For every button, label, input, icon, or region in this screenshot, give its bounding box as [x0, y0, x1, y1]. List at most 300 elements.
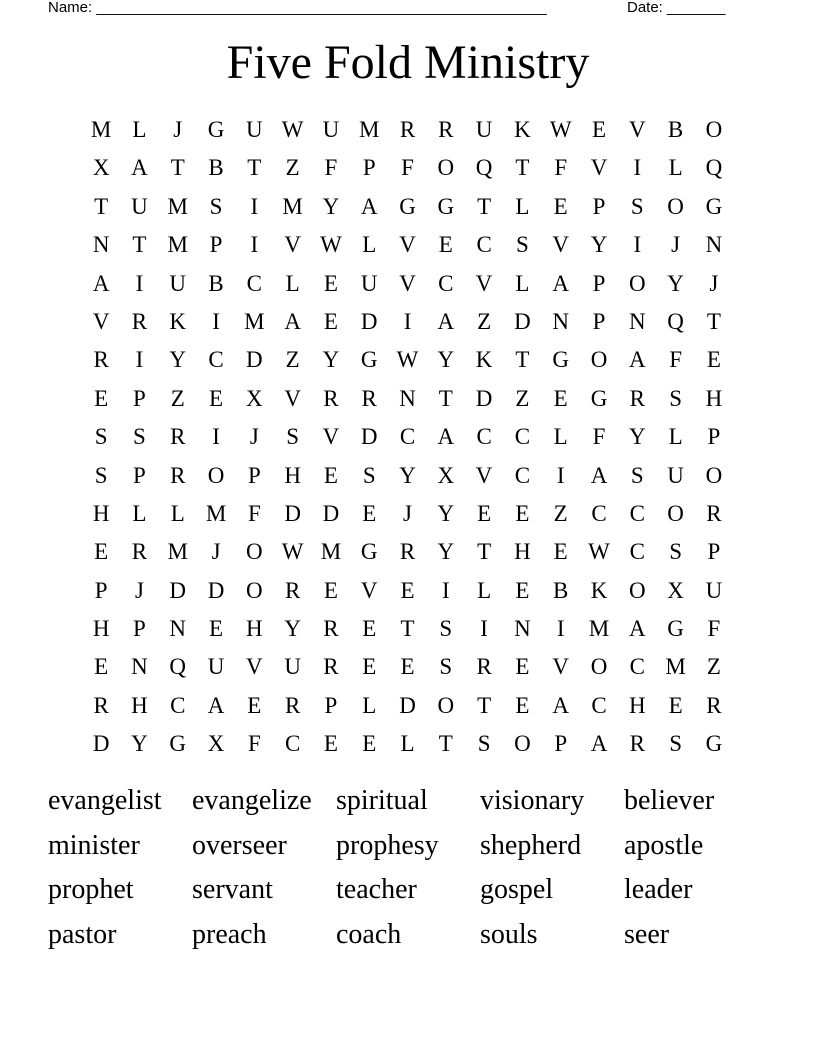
- grid-cell: Y: [399, 462, 416, 488]
- grid-cell: E: [400, 577, 415, 603]
- grid-cell: M: [359, 117, 380, 142]
- grid-cell: I: [556, 462, 565, 488]
- grid-cell: B: [208, 270, 224, 296]
- grid-cell: B: [208, 155, 224, 181]
- grid-cell: N: [92, 232, 110, 258]
- grid-cell: E: [515, 500, 530, 526]
- grid-cell: N: [399, 385, 416, 411]
- grid-cell: Z: [170, 385, 185, 411]
- grid-cell: V: [399, 232, 416, 258]
- grid-cell: V: [360, 577, 378, 603]
- grid-cell: S: [209, 193, 223, 219]
- word-list-item: visionary: [480, 785, 585, 816]
- grid-cell: E: [553, 193, 568, 219]
- grid-cell: I: [403, 308, 412, 334]
- grid-cell: E: [668, 692, 683, 718]
- grid-cell: N: [131, 654, 148, 680]
- grid-cell: G: [705, 193, 723, 219]
- grid-cell: R: [93, 347, 109, 373]
- grid-cell: V: [475, 462, 493, 488]
- grid-cell: U: [169, 270, 187, 296]
- grid-cell: V: [322, 424, 340, 450]
- grid-cell: M: [665, 654, 686, 680]
- grid-cell: D: [360, 308, 378, 334]
- grid-cell: R: [323, 385, 339, 411]
- grid-cell: M: [167, 539, 188, 565]
- word-list-item: prophet: [48, 874, 134, 906]
- grid-cell: V: [399, 270, 416, 296]
- grid-cell: R: [361, 385, 377, 411]
- grid-cell: Y: [169, 347, 187, 373]
- grid-cell: X: [246, 385, 263, 411]
- grid-cell: Q: [667, 308, 684, 334]
- grid-cell: A: [552, 692, 570, 718]
- word-list-item: evangelize: [192, 785, 312, 816]
- page-title: Five Fold Ministry: [226, 36, 590, 89]
- grid-cell: Y: [284, 616, 301, 642]
- grid-cell: H: [92, 500, 110, 526]
- grid-cell: L: [515, 270, 530, 296]
- grid-cell: U: [475, 117, 493, 142]
- grid-cell: N: [514, 616, 531, 642]
- grid-cell: P: [592, 270, 606, 296]
- grid-cell: O: [514, 731, 531, 757]
- grid-cell: G: [207, 117, 225, 142]
- grid-cell: X: [207, 731, 225, 757]
- grid-cell: D: [246, 347, 263, 373]
- grid-cell: F: [592, 424, 606, 450]
- grid-cell: Z: [477, 308, 492, 334]
- grid-cell: V: [284, 385, 301, 411]
- grid-cell: A: [628, 616, 646, 642]
- grid-cell: O: [246, 539, 263, 565]
- word-list-item: coach: [336, 919, 402, 951]
- grid-cell: V: [628, 117, 646, 142]
- grid-cell: A: [437, 308, 455, 334]
- grid-cell: R: [629, 385, 645, 411]
- grid-cell: R: [284, 577, 301, 603]
- grid-cell: C: [629, 654, 645, 680]
- word-list-item: shepherd: [480, 829, 582, 861]
- grid-cell: S: [286, 424, 300, 450]
- grid-cell: Y: [322, 347, 340, 373]
- grid-cell: D: [284, 500, 301, 526]
- grid-cell: R: [284, 692, 301, 718]
- grid-cell: R: [706, 692, 722, 718]
- grid-cell: A: [360, 193, 378, 219]
- grid-cell: U: [246, 117, 263, 142]
- grid-cell: D: [207, 577, 225, 603]
- grid-cell: T: [477, 539, 492, 565]
- grid-cell: D: [399, 692, 416, 718]
- grid-cell: T: [247, 155, 262, 181]
- grid-cell: E: [94, 385, 109, 411]
- grid-cell: E: [553, 539, 568, 565]
- grid-cell: C: [170, 692, 186, 718]
- grid-cell: G: [552, 347, 570, 373]
- grid-cell: T: [515, 155, 530, 181]
- word-list-item: servant: [192, 874, 273, 906]
- grid-cell: P: [133, 616, 146, 642]
- grid-cell: Y: [437, 500, 455, 526]
- grid-cell: P: [324, 692, 338, 718]
- grid-cell: C: [246, 270, 262, 296]
- grid-cell: E: [323, 731, 338, 757]
- grid-cell: S: [133, 424, 146, 450]
- grid-cell: I: [250, 193, 259, 219]
- grid-cell: P: [133, 385, 146, 411]
- grid-cell: K: [514, 117, 531, 142]
- grid-cell: S: [477, 731, 491, 757]
- grid-cell: L: [668, 155, 683, 181]
- grid-cell: U: [705, 577, 723, 603]
- grid-cell: E: [247, 692, 262, 718]
- grid-cell: F: [324, 155, 338, 181]
- word-list-item: pastor: [48, 919, 117, 951]
- grid-cell: U: [131, 193, 148, 219]
- word-list-item: believer: [624, 785, 715, 816]
- grid-cell: H: [131, 692, 148, 718]
- grid-cell: V: [92, 308, 110, 334]
- grid-cell: S: [669, 539, 682, 565]
- grid-cell: I: [135, 347, 144, 373]
- grid-cell: P: [209, 232, 223, 258]
- word-list: [48, 779, 768, 958]
- grid-cell: W: [320, 232, 342, 258]
- grid-cell: O: [437, 155, 455, 181]
- grid-cell: E: [362, 654, 377, 680]
- word-list-item: minister: [48, 829, 140, 861]
- grid-cell: O: [705, 117, 723, 142]
- grid-cell: G: [590, 385, 608, 411]
- grid-cell: T: [170, 155, 185, 181]
- word-list-item: evangelist: [48, 785, 162, 816]
- grid-cell: E: [438, 232, 453, 258]
- grid-cell: R: [706, 500, 722, 526]
- grid-cell: O: [705, 462, 723, 488]
- grid-cell: C: [399, 424, 416, 450]
- grid-cell: A: [437, 424, 455, 450]
- grid-cell: C: [438, 270, 454, 296]
- grid-cell: W: [281, 117, 304, 142]
- grid-cell: H: [246, 616, 263, 642]
- grid-cell: O: [628, 577, 646, 603]
- grid-cell: O: [207, 462, 225, 488]
- grid-cell: Y: [628, 424, 646, 450]
- grid-cell: M: [167, 232, 188, 258]
- grid-cell: F: [707, 616, 721, 642]
- grid-cell: I: [135, 270, 144, 296]
- grid-cell: S: [516, 232, 529, 258]
- grid-cell: V: [246, 654, 263, 680]
- grid-cell: M: [244, 308, 265, 334]
- word-list-item: souls: [480, 919, 538, 951]
- grid-cell: N: [169, 616, 187, 642]
- grid-cell: O: [590, 654, 608, 680]
- grid-cell: U: [322, 117, 340, 142]
- grid-cell: P: [362, 155, 376, 181]
- grid-cell: A: [131, 155, 148, 181]
- grid-cell: O: [437, 692, 455, 718]
- grid-cell: S: [439, 616, 453, 642]
- grid-cell: E: [591, 117, 607, 142]
- grid-cell: K: [475, 347, 493, 373]
- grid-cell: B: [553, 577, 569, 603]
- grid-cell: Y: [437, 539, 455, 565]
- grid-cell: E: [362, 616, 377, 642]
- word-list-item: teacher: [336, 874, 417, 906]
- grid-cell: E: [323, 308, 338, 334]
- word-list-item: prophesy: [336, 829, 439, 861]
- grid-cell: T: [477, 193, 492, 219]
- grid-cell: E: [515, 654, 530, 680]
- word-list-item: gospel: [480, 874, 554, 906]
- grid-cell: M: [205, 500, 227, 526]
- grid-cell: J: [211, 539, 221, 565]
- grid-cell: A: [284, 308, 301, 334]
- grid-cell: S: [94, 462, 108, 488]
- grid-cell: A: [628, 347, 646, 373]
- grid-cell: E: [362, 731, 377, 757]
- grid-cell: O: [667, 193, 684, 219]
- grid-cell: F: [554, 155, 568, 181]
- grid-cell: E: [515, 692, 530, 718]
- grid-cell: F: [669, 347, 682, 373]
- grid-cell: E: [400, 654, 415, 680]
- grid-cell: P: [94, 577, 108, 603]
- grid-cell: D: [169, 577, 187, 603]
- grid-cell: X: [437, 462, 455, 488]
- grid-cell: G: [705, 731, 723, 757]
- grid-cell: S: [94, 424, 108, 450]
- grid-cell: P: [592, 193, 606, 219]
- grid-cell: S: [362, 462, 376, 488]
- word-list-item: overseer: [192, 829, 287, 861]
- grid-cell: L: [400, 731, 415, 757]
- grid-cell: M: [282, 193, 303, 219]
- grid-cell: Z: [285, 347, 300, 373]
- grid-cell: P: [247, 462, 261, 488]
- grid-cell: C: [629, 500, 645, 526]
- grid-cell: T: [515, 347, 530, 373]
- grid-cell: Q: [705, 155, 723, 181]
- grid-cell: M: [588, 616, 610, 642]
- grid-cell: E: [323, 270, 338, 296]
- grid-cell: R: [93, 692, 109, 718]
- grid-cell: N: [628, 308, 646, 334]
- grid-cell: P: [707, 424, 721, 450]
- grid-cell: E: [553, 385, 568, 411]
- grid-cell: E: [323, 577, 338, 603]
- grid-cell: Z: [515, 385, 530, 411]
- grid-cell: R: [170, 462, 186, 488]
- grid-cell: I: [441, 577, 450, 603]
- grid-cell: E: [477, 500, 492, 526]
- name-field[interactable]: Name: ______________________________________________________: [48, 0, 547, 16]
- grid-cell: T: [132, 232, 147, 258]
- grid-cell: F: [247, 500, 261, 526]
- grid-cell: W: [281, 539, 304, 565]
- grid-cell: D: [514, 308, 531, 334]
- grid-cell: U: [360, 270, 378, 296]
- grid-cell: I: [480, 616, 488, 642]
- grid-cell: C: [514, 462, 531, 488]
- grid-cell: B: [667, 117, 684, 142]
- grid-cell: N: [552, 308, 570, 334]
- grid-cell: T: [400, 616, 415, 642]
- grid-cell: S: [669, 731, 682, 757]
- grid-cell: X: [667, 577, 684, 603]
- grid-cell: G: [667, 616, 684, 642]
- grid-cell: L: [362, 692, 377, 718]
- grid-cell: H: [284, 462, 301, 488]
- grid-cell: D: [92, 731, 110, 757]
- letter-grid: [82, 111, 733, 764]
- grid-cell: E: [94, 539, 109, 565]
- grid-cell: Q: [475, 155, 493, 181]
- grid-cell: H: [705, 385, 723, 411]
- grid-cell: Z: [706, 654, 721, 680]
- grid-cell: T: [477, 692, 492, 718]
- word-list-item: spiritual: [336, 785, 428, 816]
- grid-cell: E: [362, 500, 377, 526]
- grid-cell: C: [514, 424, 531, 450]
- grid-cell: T: [706, 308, 721, 334]
- grid-cell: H: [514, 539, 531, 565]
- grid-cell: Z: [285, 155, 300, 181]
- grid-cell: A: [92, 270, 110, 296]
- date-field[interactable]: Date: _______: [627, 0, 726, 16]
- grid-cell: L: [170, 500, 185, 526]
- grid-cell: C: [591, 692, 607, 718]
- grid-cell: L: [285, 270, 300, 296]
- grid-cell: J: [709, 270, 719, 296]
- grid-cell: Y: [131, 731, 148, 757]
- grid-cell: O: [246, 577, 263, 603]
- grid-cell: J: [403, 500, 412, 526]
- grid-cell: J: [671, 232, 681, 258]
- grid-cell: U: [284, 654, 301, 680]
- grid-cell: I: [212, 424, 220, 450]
- grid-cell: N: [705, 232, 723, 258]
- grid-cell: L: [132, 500, 147, 526]
- grid-cell: I: [556, 616, 565, 642]
- grid-cell: U: [207, 654, 225, 680]
- grid-cell: L: [362, 232, 377, 258]
- grid-cell: Y: [322, 193, 340, 219]
- grid-cell: E: [94, 654, 109, 680]
- grid-cell: W: [588, 539, 610, 565]
- grid-cell: P: [707, 539, 721, 565]
- grid-cell: E: [515, 577, 530, 603]
- grid-cell: P: [133, 462, 146, 488]
- grid-cell: R: [476, 654, 492, 680]
- grid-cell: R: [170, 424, 186, 450]
- grid-cell: I: [633, 155, 642, 181]
- grid-cell: V: [475, 270, 493, 296]
- grid-cell: L: [515, 193, 530, 219]
- grid-cell: R: [629, 731, 645, 757]
- grid-cell: V: [552, 232, 570, 258]
- grid-cell: A: [207, 692, 225, 718]
- grid-cell: G: [399, 193, 416, 219]
- grid-cell: O: [590, 347, 608, 373]
- grid-cell: X: [92, 155, 110, 181]
- grid-cell: T: [438, 385, 453, 411]
- grid-cell: A: [590, 731, 608, 757]
- grid-cell: M: [90, 117, 112, 142]
- grid-cell: C: [208, 347, 224, 373]
- grid-cell: S: [439, 654, 453, 680]
- grid-cell: M: [320, 539, 342, 565]
- grid-cell: S: [669, 385, 682, 411]
- grid-cell: U: [667, 462, 684, 488]
- grid-cell: E: [209, 385, 224, 411]
- grid-cell: E: [706, 347, 721, 373]
- grid-cell: J: [134, 577, 144, 603]
- grid-cell: D: [322, 500, 340, 526]
- word-list-item: leader: [624, 874, 693, 906]
- grid-cell: O: [667, 500, 684, 526]
- grid-cell: K: [590, 577, 608, 603]
- grid-cell: F: [247, 731, 261, 757]
- grid-cell: R: [323, 654, 339, 680]
- grid-cell: Y: [667, 270, 684, 296]
- grid-cell: R: [323, 616, 339, 642]
- grid-cell: L: [132, 117, 147, 142]
- grid-cell: L: [553, 424, 568, 450]
- grid-cell: P: [592, 308, 606, 334]
- grid-cell: E: [323, 462, 338, 488]
- grid-cell: C: [476, 424, 492, 450]
- grid-cell: R: [131, 308, 148, 334]
- grid-cell: G: [169, 731, 187, 757]
- grid-cell: O: [628, 270, 646, 296]
- grid-cell: A: [552, 270, 570, 296]
- grid-cell: A: [590, 462, 608, 488]
- grid-cell: G: [360, 347, 378, 373]
- grid-cell: I: [212, 308, 220, 334]
- grid-cell: S: [630, 193, 644, 219]
- grid-cell: Y: [437, 347, 455, 373]
- grid-cell: T: [438, 731, 453, 757]
- grid-cell: V: [552, 654, 570, 680]
- grid-cell: R: [131, 539, 148, 565]
- grid-cell: L: [477, 577, 492, 603]
- grid-cell: G: [437, 193, 455, 219]
- grid-cell: C: [476, 232, 492, 258]
- grid-cell: V: [284, 232, 301, 258]
- grid-cell: Q: [169, 654, 187, 680]
- grid-cell: D: [475, 385, 493, 411]
- grid-cell: J: [173, 117, 183, 142]
- word-list-item: apostle: [624, 829, 704, 861]
- grid-cell: G: [360, 539, 378, 565]
- grid-cell: K: [169, 308, 187, 334]
- grid-cell: T: [94, 193, 109, 219]
- grid-cell: Y: [590, 232, 608, 258]
- grid-cell: E: [209, 616, 224, 642]
- grid-cell: P: [554, 731, 568, 757]
- grid-cell: V: [590, 155, 608, 181]
- grid-cell: I: [633, 232, 642, 258]
- grid-cell: H: [628, 692, 646, 718]
- grid-cell: D: [360, 424, 378, 450]
- word-list-item: preach: [192, 919, 267, 951]
- grid-cell: C: [629, 539, 645, 565]
- word-list-item: seer: [624, 919, 670, 951]
- grid-cell: R: [399, 539, 416, 565]
